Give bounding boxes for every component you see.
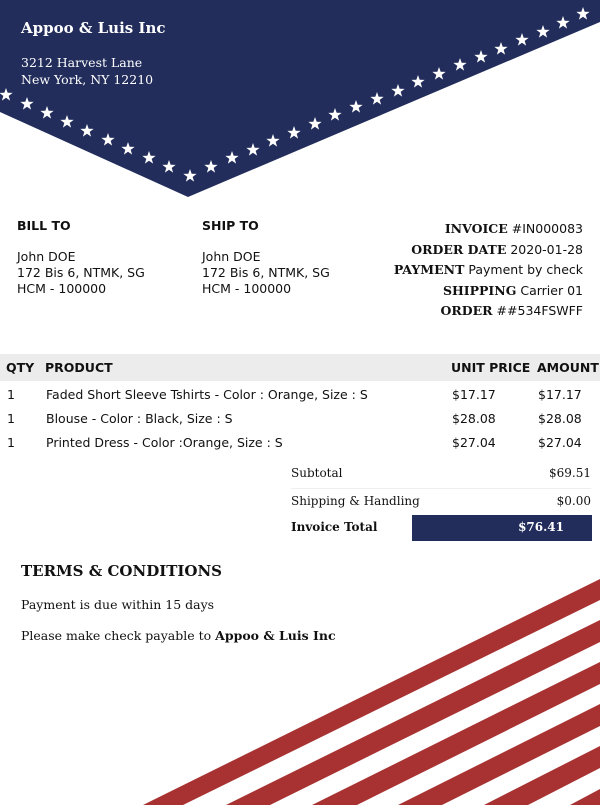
ship-to-block: [202, 218, 330, 297]
order-date-value: 2020-01-28: [510, 241, 583, 257]
shipping-value: Carrier 01: [520, 282, 583, 298]
company-name: Appoo & Luis Inc: [21, 19, 166, 37]
column-header-amount: AMOUNT: [537, 360, 599, 375]
company-address-line2: New York, NY 12210: [21, 72, 154, 87]
bill-to-street: 172 Bis 6, NTMK, SG: [17, 265, 145, 280]
row-unit-price: $27.04: [452, 435, 496, 450]
invoice-meta: [394, 219, 583, 322]
row-qty: 1: [7, 435, 15, 450]
row-qty: 1: [7, 411, 15, 426]
shipping-row: [394, 281, 583, 302]
column-header-product: PRODUCT: [45, 360, 113, 375]
terms-heading: TERMS & CONDITIONS: [21, 562, 223, 580]
bill-to-heading: BILL TO: [17, 218, 71, 233]
row-amount: $28.08: [538, 411, 582, 426]
row-qty: 1: [7, 387, 15, 402]
company-address: [21, 54, 153, 88]
invoice-number-value: #IN000083: [511, 221, 583, 236]
ship-to-heading: SHIP TO: [202, 218, 259, 233]
row-unit-price: $28.08: [452, 411, 496, 426]
terms-payment-due: Payment is due within 15 days: [21, 597, 215, 612]
shipping-handling-value: $0.00: [556, 494, 591, 508]
decorative-stripes: [0, 560, 600, 805]
totals-divider: [291, 488, 591, 489]
bill-to-city: HCM - 100000: [17, 281, 107, 296]
payment-value: Payment by check: [468, 262, 583, 277]
terms-payee: Appoo & Luis Inc: [215, 628, 336, 643]
row-product: Faded Short Sleeve Tshirts - Color : Orange, Size : S: [46, 387, 368, 402]
row-product: Printed Dress - Color :Orange, Size : S: [46, 435, 283, 450]
invoice-number-row: [394, 219, 583, 240]
column-header-qty: QTY: [6, 360, 35, 375]
shipping-handling-label: Shipping & Handling: [291, 494, 420, 508]
ship-to-street: 172 Bis 6, NTMK, SG: [202, 265, 330, 280]
invoice-total-label: Invoice Total: [291, 520, 378, 534]
invoice-number-label: INVOICE: [444, 221, 508, 236]
terms-payable-prefix: Please make check payable to: [21, 628, 216, 643]
row-amount: $27.04: [538, 435, 582, 450]
payment-row: [394, 260, 583, 281]
order-value: ##534FSWFF: [496, 303, 583, 318]
payment-label: PAYMENT: [393, 262, 465, 277]
bill-to-name: John DOE: [17, 249, 76, 264]
order-label: ORDER: [440, 303, 493, 318]
order-date-row: [394, 240, 583, 261]
company-address-line1: 3212 Harvest Lane: [21, 55, 143, 70]
invoice-total-box: [412, 515, 592, 541]
order-date-label: ORDER DATE: [411, 241, 507, 257]
row-unit-price: $17.17: [452, 387, 496, 402]
subtotal-label: Subtotal: [291, 466, 343, 480]
row-amount: $17.17: [538, 387, 582, 402]
bill-to-block: [17, 218, 145, 297]
ship-to-name: John DOE: [202, 249, 261, 264]
order-row: [394, 301, 583, 322]
shipping-label: SHIPPING: [442, 282, 517, 298]
ship-to-city: HCM - 100000: [202, 281, 292, 296]
subtotal-value: $69.51: [549, 466, 591, 480]
column-header-unit-price: UNIT PRICE: [451, 360, 531, 375]
invoice-total-value: $76.41: [518, 520, 564, 534]
row-product: Blouse - Color : Black, Size : S: [46, 411, 233, 426]
